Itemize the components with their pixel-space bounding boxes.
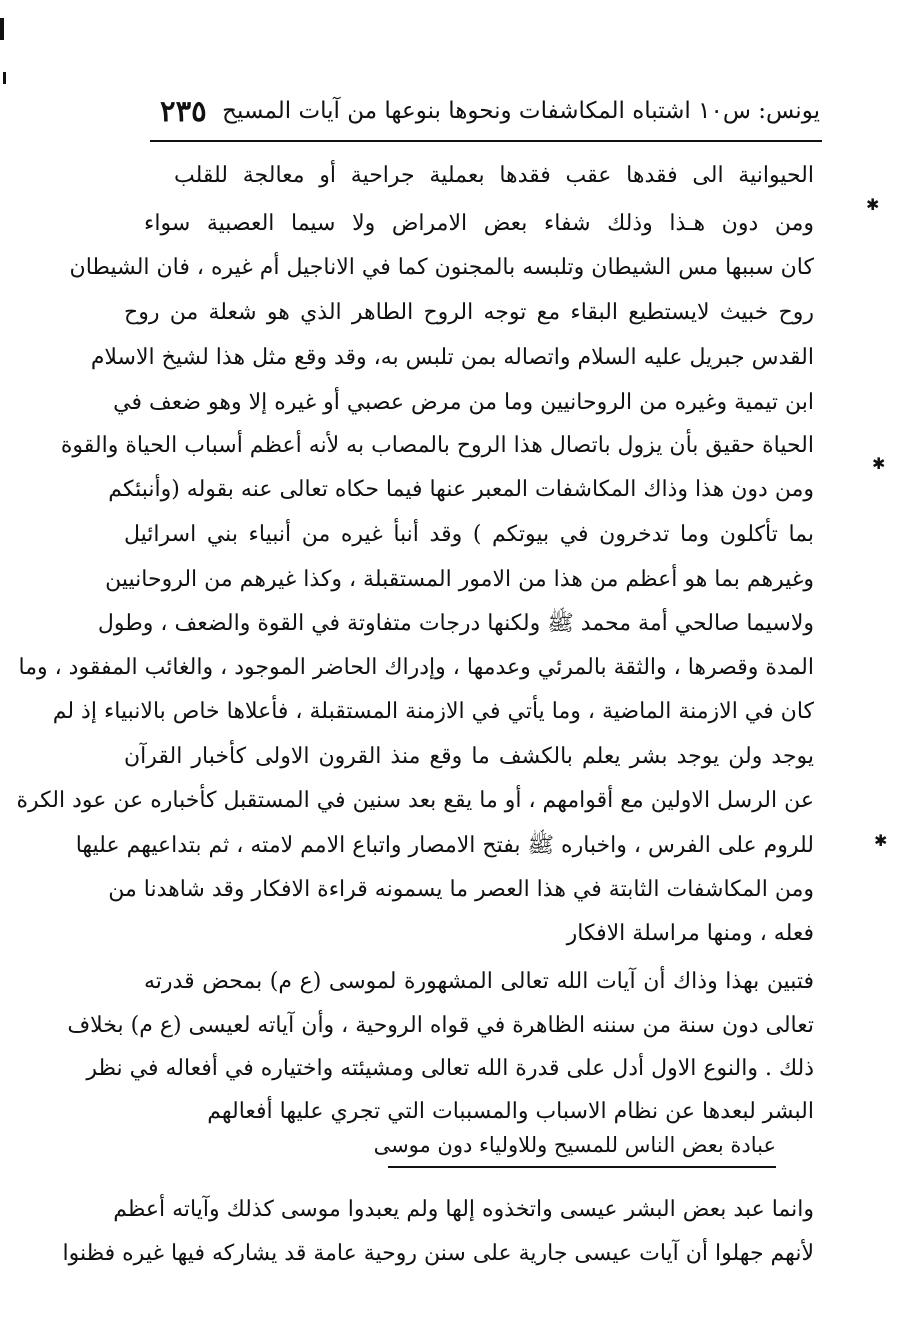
running-title: يونس: س١٠ اشتباه المكاشفات ونحوها بنوعها من آيات المسيح xyxy=(222,98,820,124)
asterisk-mark-icon: ✱ xyxy=(874,831,888,850)
text-line: للروم على الفرس ، واخباره ﷺ بفتح الامصار واتباع الامم لامته ، ثم بتداعيهم عليها xyxy=(75,833,814,858)
text-line: ولاسيما صالحي أمة محمد ﷺ ولكنها درجات متفاوتة في القوة والضعف ، وطول xyxy=(97,611,814,636)
text-line: الحياة حقيق بأن يزول باتصال هذا الروح بالمصاب به لأنه أعظم أسباب الحياة والقوة xyxy=(60,433,814,458)
page-number: ٢٣٥ xyxy=(160,94,207,128)
text-line: يوجد ولن يوجد بشر يعلم بالكشف ما وقع منذ القرون الاولى كأخبار القرآن xyxy=(124,744,814,769)
section-subheading: عبادة بعض الناس للمسيح وللاولياء دون موسى xyxy=(388,1124,776,1168)
text-line: وانما عبد بعض البشر عيسى واتخذوه إلها ولم يعبدوا موسى كذلك وآياته أعظم xyxy=(113,1197,814,1222)
page-header xyxy=(160,88,820,134)
text-line: كان سببها مس الشيطان وتلبسه بالمجنون كما في الاناجيل أم غيره ، فان الشيطان xyxy=(69,255,814,280)
text-line: ذلك . والنوع الاول أدل على قدرة الله تعالى ومشيئته واختياره في أفعاله في نظر xyxy=(86,1056,814,1081)
text-line: القدس جبريل عليه السلام واتصاله بمن تلبس به، وقد وقع مثل هذا لشيخ الاسلام xyxy=(90,345,814,370)
scan-edge-mark xyxy=(0,18,4,40)
text-line: روح خبيث لايستطيع البقاء مع توجه الروح الطاهر الذي هو شعلة من روح xyxy=(124,300,814,325)
text-line: ومن المكاشفات الثابتة في هذا العصر ما يسمونه قراءة الافكار وقد شاهدنا من xyxy=(108,877,814,902)
text-line: ابن تيمية وغيره من الروحانيين وما من مرض عصبي أو غيره إلا وهو ضعف في xyxy=(113,390,814,415)
text-line: لأنهم جهلوا أن آيات عيسى جارية على سنن روحية عامة قد يشاركه فيها غيره فظنوا xyxy=(62,1241,814,1266)
text-line: وغيرهم بما هو أعظم من هذا من الامور المستقبلة ، وكذا غيرهم من الروحانيين xyxy=(105,567,814,592)
text-line: فعله ، ومنها مراسلة الافكار xyxy=(566,921,814,946)
text-line: الحيوانية الى فقدها عقب فقدها بعملية جراحية أو معالجة للقلب xyxy=(174,163,814,188)
text-line: بما تأكلون وما تدخرون في بيوتكم ) وقد أنبأ غيره من أنبياء بني اسرائيل xyxy=(124,522,814,547)
text-line: فتبين بهذا وذاك أن آيات الله تعالى المشهورة لموسى (ع م) بمحض قدرته xyxy=(144,969,814,994)
text-line: ومن دون هـذا وذلك شفاء بعض الامراض ولا سيما العصبية سواء xyxy=(144,211,814,236)
asterisk-mark-icon: ✱ xyxy=(866,195,880,214)
text-line: ومن دون هذا وذاك المكاشفات المعبر عنها فيما حكاه تعالى عنه بقوله (وأنبئكم xyxy=(108,477,814,502)
asterisk-mark-icon: ✱ xyxy=(872,454,886,473)
header-rule xyxy=(150,140,822,142)
text-line: البشر لبعدها عن نظام الاسباب والمسببات التي تجري عليها أفعالهم xyxy=(207,1099,814,1124)
text-line: تعالى دون سنة من سننه الظاهرة في قواه الروحية ، وأن آياته لعيسى (ع م) بخلاف xyxy=(67,1013,814,1038)
text-line: المدة وقصرها ، والثقة بالمرئي وعدمها ، وإدراك الحاضر الموجود ، والغائب المفقود ، وما xyxy=(18,655,814,680)
text-line: عن الرسل الاولين مع أقوامهم ، أو ما يقع بعد سنين في المستقبل كأخباره عن عود الكرة xyxy=(16,788,814,813)
scan-edge-mark xyxy=(3,72,6,84)
text-line: كان في الازمنة الماضية ، وما يأتي في الازمنة المستقبلة ، فأعلاها خاص بالانبياء إذ لم xyxy=(52,699,814,724)
